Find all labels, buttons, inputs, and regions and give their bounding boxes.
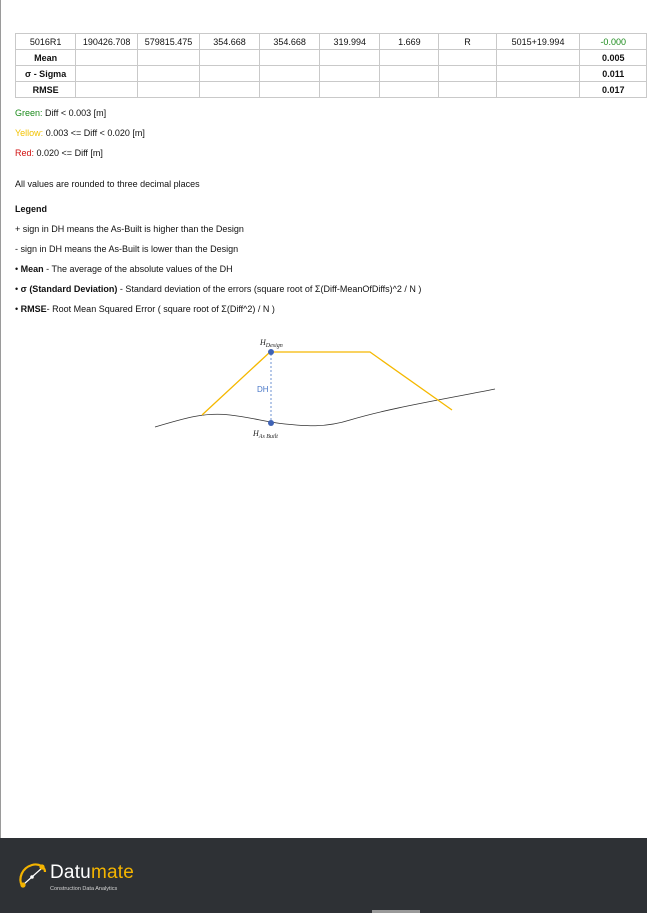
- table-cell: 5016R1: [16, 34, 76, 50]
- table-cell: [380, 82, 439, 98]
- threshold-green: [15, 108, 106, 118]
- table-cell: [199, 50, 259, 66]
- design-point: [268, 349, 274, 355]
- table-cell: R: [439, 34, 496, 50]
- yellow-label: Yellow:: [15, 128, 44, 138]
- table-cell: 354.668: [199, 34, 259, 50]
- table-row: [16, 82, 647, 98]
- table-cell: 5015+19.994: [496, 34, 580, 50]
- row-label-mean: Mean: [16, 50, 76, 66]
- table-cell: [439, 82, 496, 98]
- mean-desc: - The average of the absolute values of the DH: [43, 264, 233, 274]
- table-cell: [260, 50, 320, 66]
- table-cell: [76, 50, 138, 66]
- rmse-term: RMSE: [20, 304, 47, 314]
- page-left-border: [0, 0, 1, 913]
- table-row: [16, 66, 647, 82]
- datumate-logo-icon: [14, 856, 48, 890]
- asbuilt-point: [268, 420, 274, 426]
- table-cell: [439, 50, 496, 66]
- design-profile-line: [202, 352, 452, 415]
- mean-value: 0.005: [580, 50, 647, 66]
- dh-label: DH: [257, 385, 269, 394]
- table-cell: [320, 66, 380, 82]
- legend-mean: • Mean - The average of the absolute values of the DH: [15, 264, 233, 274]
- table-cell: [76, 66, 138, 82]
- table-cell: 579815.475: [138, 34, 200, 50]
- threshold-yellow: [15, 128, 145, 138]
- results-table: [15, 33, 647, 98]
- table-cell: [320, 50, 380, 66]
- diff-cell: -0.000: [580, 34, 647, 50]
- table-cell: [320, 82, 380, 98]
- sigma-desc: - Standard deviation of the errors (square root of Σ(Diff-MeanOfDiffs)^2 / N ): [117, 284, 422, 294]
- legend-sigma: • σ (Standard Deviation) - Standard deviation of the errors (square root of Σ(Diff-MeanOfDiffs)^2 / N ): [15, 284, 422, 294]
- sigma-term: σ (Standard Deviation): [20, 284, 118, 294]
- table-cell: [199, 82, 259, 98]
- dh-diagram: [150, 332, 500, 444]
- table-cell: [380, 50, 439, 66]
- h-asbuilt-label: $H_{As Built}$: [253, 429, 278, 440]
- row-label-rmse: RMSE: [16, 82, 76, 98]
- table-cell: [439, 66, 496, 82]
- ground-line: [155, 389, 495, 427]
- table-row: [16, 34, 647, 50]
- table-cell: [138, 82, 200, 98]
- table-cell: [76, 82, 138, 98]
- table-cell: 319.994: [320, 34, 380, 50]
- table-cell: [260, 66, 320, 82]
- table-cell: [199, 66, 259, 82]
- table-row: [16, 50, 647, 66]
- table-cell: [380, 66, 439, 82]
- table-cell: 1.669: [380, 34, 439, 50]
- mean-term: Mean: [20, 264, 44, 274]
- h-design-label: $H_{Design}$: [260, 338, 283, 349]
- table-cell: 354.668: [260, 34, 320, 50]
- red-label: Red:: [15, 148, 35, 158]
- brand-name: Datumate: [50, 862, 134, 883]
- legend-rmse: • RMSE- Root Mean Squared Error ( square root of Σ(Diff^2) / N ): [15, 304, 275, 314]
- legend-minus: - sign in DH means the As-Built is lower than the Design: [15, 244, 239, 254]
- table-cell: 190426.708: [76, 34, 138, 50]
- table-cell: [496, 50, 580, 66]
- rounding-note: All values are rounded to three decimal places: [15, 179, 200, 189]
- red-text: 0.020 <= Diff [m]: [36, 148, 103, 158]
- green-text: Diff < 0.003 [m]: [45, 108, 107, 118]
- rmse-value: 0.017: [580, 82, 647, 98]
- table-cell: [138, 66, 200, 82]
- legend-plus: + sign in DH means the As-Built is higher than the Design: [15, 224, 244, 234]
- table-cell: [138, 50, 200, 66]
- table-cell: [496, 82, 580, 98]
- yellow-text: 0.003 <= Diff < 0.020 [m]: [45, 128, 145, 138]
- table-cell: [260, 82, 320, 98]
- brand-tagline: Construction Data Analytics: [50, 886, 118, 892]
- table-cell: [496, 66, 580, 82]
- rmse-desc: - Root Mean Squared Error ( square root of Σ(Diff^2) / N ): [46, 304, 275, 314]
- legend-title: Legend: [15, 204, 48, 214]
- row-label-sigma: σ - Sigma: [16, 66, 76, 82]
- green-label: Green:: [15, 108, 43, 118]
- sigma-value: 0.011: [580, 66, 647, 82]
- threshold-red: [15, 148, 103, 158]
